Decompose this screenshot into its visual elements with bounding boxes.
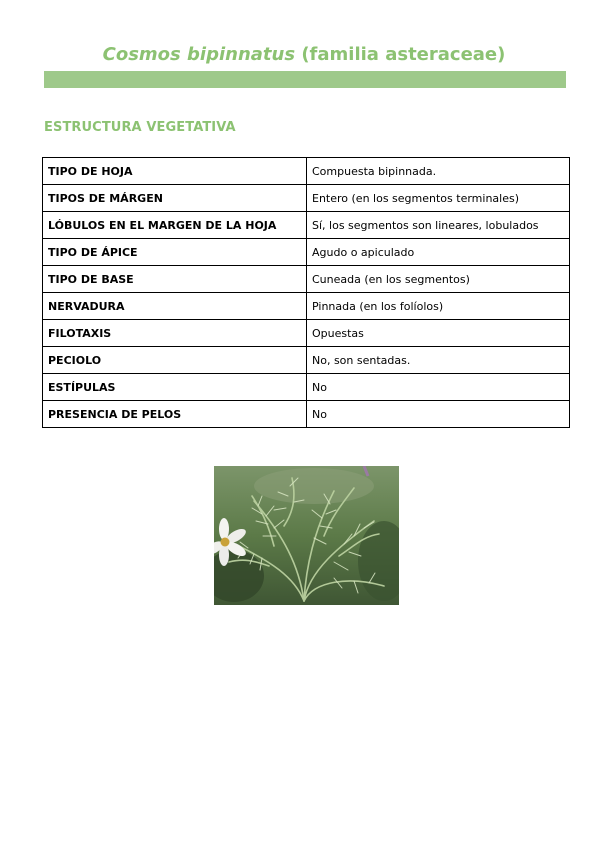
trait-label: TIPO DE HOJA	[43, 158, 307, 185]
page-title	[0, 44, 600, 65]
table-row	[43, 266, 570, 293]
trait-value: Agudo o apiculado	[307, 239, 570, 266]
table-row	[43, 401, 570, 428]
plant-photo	[214, 466, 399, 605]
table-row	[43, 347, 570, 374]
table-row	[43, 158, 570, 185]
species-name: Cosmos bipinnatus	[102, 44, 296, 65]
traits-table	[42, 157, 570, 428]
trait-value: No	[307, 401, 570, 428]
table-row	[43, 212, 570, 239]
table-row	[43, 374, 570, 401]
trait-value: No, son sentadas.	[307, 347, 570, 374]
trait-label: ESTÍPULAS	[43, 374, 307, 401]
trait-value: Entero (en los segmentos terminales)	[307, 185, 570, 212]
trait-label: TIPOS DE MÁRGEN	[43, 185, 307, 212]
trait-label: NERVADURA	[43, 293, 307, 320]
family-name: (familia asteraceae)	[301, 44, 506, 65]
trait-label: TIPO DE ÁPICE	[43, 239, 307, 266]
table-row	[43, 185, 570, 212]
title-bar	[44, 71, 566, 88]
trait-label: PECIOLO	[43, 347, 307, 374]
table-row	[43, 320, 570, 347]
plant-photo-illustration	[214, 466, 399, 605]
trait-value: Compuesta bipinnada.	[307, 158, 570, 185]
section-heading: ESTRUCTURA VEGETATIVA	[44, 120, 236, 135]
trait-value: No	[307, 374, 570, 401]
trait-label: PRESENCIA DE PELOS	[43, 401, 307, 428]
trait-label: FILOTAXIS	[43, 320, 307, 347]
trait-value: Opuestas	[307, 320, 570, 347]
table-row	[43, 293, 570, 320]
trait-label: LÓBULOS EN EL MARGEN DE LA HOJA	[43, 212, 307, 239]
trait-value: Cuneada (en los segmentos)	[307, 266, 570, 293]
trait-value: Sí, los segmentos son lineares, lobulados	[307, 212, 570, 239]
table-row	[43, 239, 570, 266]
trait-value: Pinnada (en los folíolos)	[307, 293, 570, 320]
trait-label: TIPO DE BASE	[43, 266, 307, 293]
